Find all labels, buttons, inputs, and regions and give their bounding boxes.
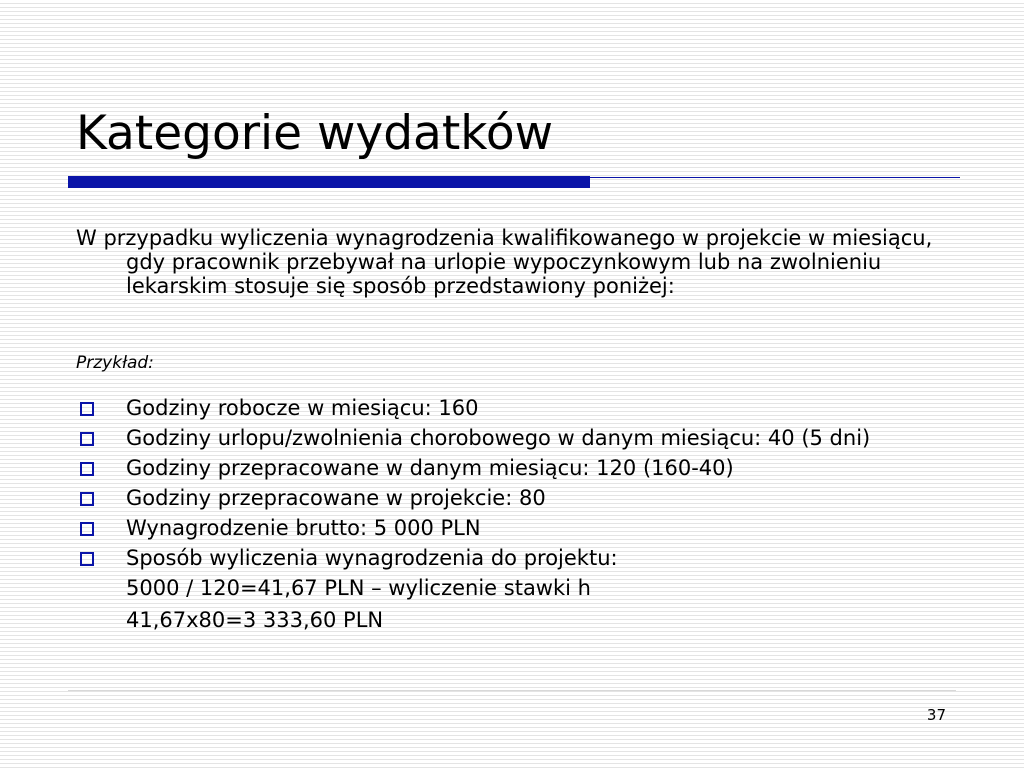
bullet-text: Godziny przepracowane w projekcie: 80	[126, 486, 546, 510]
square-bullet-icon	[80, 552, 94, 566]
bullet-item	[76, 456, 966, 480]
footer-divider	[68, 690, 956, 691]
page-number: 37	[926, 706, 946, 724]
bullet-item	[76, 516, 966, 540]
bullet-list	[76, 396, 966, 640]
bullet-text: Godziny robocze w miesiącu: 160	[126, 396, 479, 420]
bullet-item	[76, 426, 966, 450]
slide-title: Kategorie wydatków	[76, 106, 554, 161]
square-bullet-icon	[80, 402, 94, 416]
example-label: Przykład:	[76, 353, 154, 373]
calc-line	[76, 576, 966, 600]
square-bullet-icon	[80, 522, 94, 536]
bullet-text: Sposób wyliczenia wynagrodzenia do projektu:	[126, 546, 618, 570]
bullet-item	[76, 546, 966, 570]
square-bullet-icon	[80, 462, 94, 476]
intro-paragraph: W przypadku wyliczenia wynagrodzenia kwalifikowanego w projekcie w miesiącu, gdy pracownik przebywał na urlopie wypoczynkowym lub na zwolnieniu lekarskim stosuje się sposób przedstawiony poniżej:	[76, 226, 933, 298]
bullet-item	[76, 396, 966, 420]
calc-line	[76, 608, 966, 632]
square-bullet-icon	[80, 432, 94, 446]
title-underline-thin	[590, 177, 960, 178]
calc-text: 41,67x80=3 333,60 PLN	[126, 608, 384, 632]
title-underline-thick	[68, 176, 590, 188]
bullet-item	[76, 486, 966, 510]
bullet-text: Wynagrodzenie brutto: 5 000 PLN	[126, 516, 481, 540]
bullet-text: Godziny urlopu/zwolnienia chorobowego w danym miesiącu: 40 (5 dni)	[126, 426, 871, 450]
bullet-text: Godziny przepracowane w danym miesiącu: 120 (160-40)	[126, 456, 734, 480]
calc-text: 5000 / 120=41,67 PLN – wyliczenie stawki h	[126, 576, 591, 600]
square-bullet-icon	[80, 492, 94, 506]
